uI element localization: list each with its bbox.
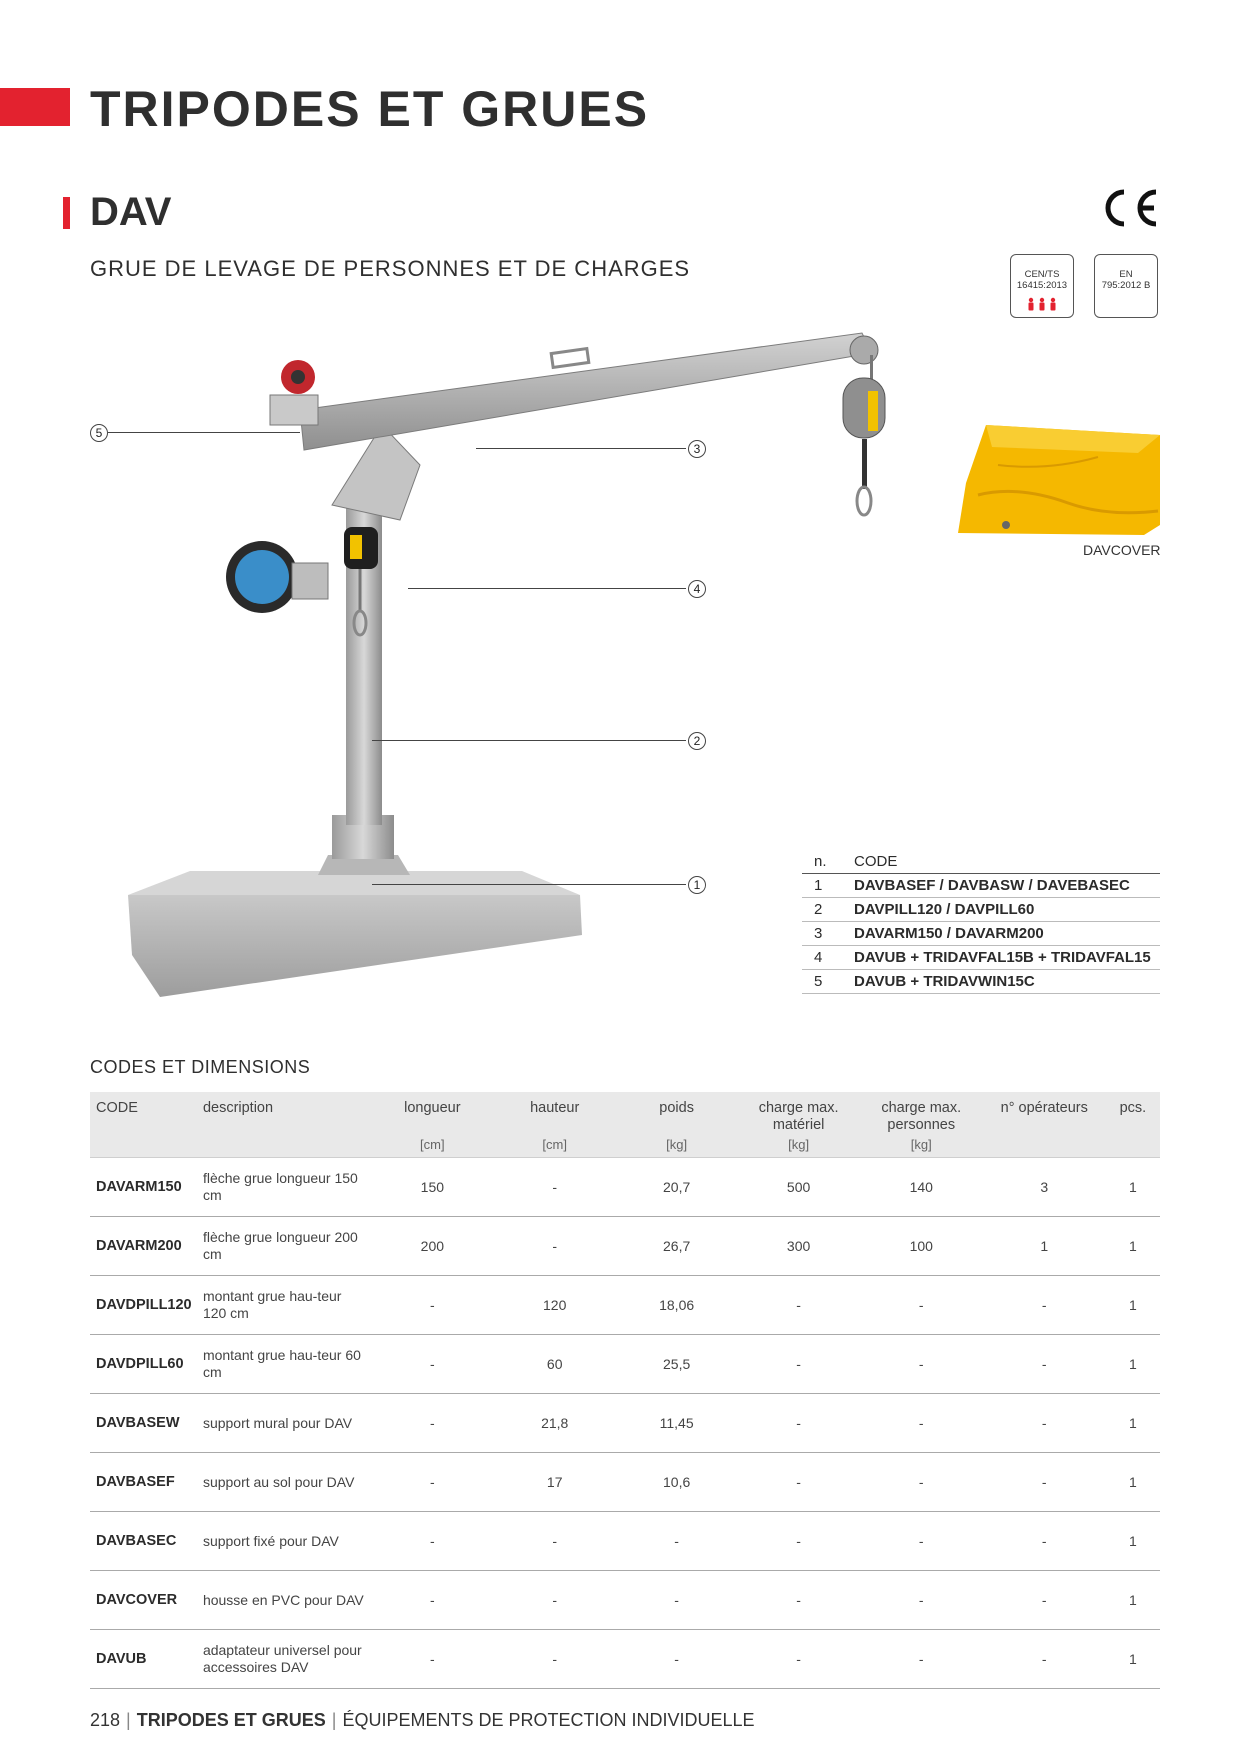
col-poids: poids [616, 1092, 738, 1136]
row-operateurs: 1 [983, 1217, 1106, 1276]
row-operateurs: - [983, 1394, 1106, 1453]
row-poids: - [616, 1571, 738, 1630]
row-charge-materiel: - [737, 1630, 859, 1689]
page-footer [90, 1710, 755, 1731]
footer-section: TRIPODES ET GRUES [136, 1710, 326, 1730]
unit-hauteur: [cm] [494, 1136, 616, 1158]
footer-category: ÉQUIPEMENTS DE PROTECTION INDIVIDUELLE [342, 1710, 755, 1730]
col-operateurs: n° opérateurs [983, 1092, 1106, 1136]
col-pcs: pcs. [1106, 1092, 1160, 1136]
parts-list-row [802, 874, 1160, 898]
row-code: DAVBASEF [90, 1453, 197, 1512]
row-charge-personnes: - [860, 1512, 983, 1571]
cert-badge-line2: 16415:2013 [1016, 280, 1068, 291]
row-description: support au sol pour DAV [197, 1453, 371, 1512]
row-hauteur: 21,8 [494, 1394, 616, 1453]
row-operateurs: - [983, 1453, 1106, 1512]
row-poids: 26,7 [616, 1217, 738, 1276]
row-operateurs: - [983, 1512, 1106, 1571]
parts-list-table [802, 850, 1160, 994]
part-code: DAVPILL120 / DAVPILL60 [842, 898, 1160, 922]
row-charge-personnes: 140 [860, 1158, 983, 1217]
row-pcs: 1 [1106, 1571, 1160, 1630]
row-pcs: 1 [1106, 1158, 1160, 1217]
part-code: DAVUB + TRIDAVWIN15C [842, 970, 1160, 994]
row-description: flèche grue longueur 150 cm [197, 1158, 371, 1217]
codes-dimensions-table [90, 1092, 1160, 1689]
row-code: DAVDPILL60 [90, 1335, 197, 1394]
row-code: DAVDPILL120 [90, 1276, 197, 1335]
cert-badge-cen-ts [1010, 254, 1074, 318]
row-longueur: - [371, 1276, 494, 1335]
callout-4: 4 [688, 580, 706, 598]
unit-empty [983, 1136, 1106, 1158]
row-description: support fixé pour DAV [197, 1512, 371, 1571]
callout-1: 1 [688, 876, 706, 894]
table-row [90, 1630, 1160, 1689]
parts-list-row [802, 946, 1160, 970]
part-number: 4 [802, 946, 842, 970]
davcover-image [958, 425, 1160, 535]
col-code: CODE [90, 1092, 197, 1136]
part-number: 3 [802, 922, 842, 946]
col-hauteur: hauteur [494, 1092, 616, 1136]
row-code: DAVARM200 [90, 1217, 197, 1276]
parts-list-row [802, 970, 1160, 994]
row-operateurs: - [983, 1630, 1106, 1689]
row-charge-personnes: 100 [860, 1217, 983, 1276]
table-row [90, 1158, 1160, 1217]
dav-crane-image [120, 315, 920, 1005]
unit-empty [90, 1136, 197, 1158]
col-description: description [197, 1092, 371, 1136]
section-title: DAV [90, 190, 172, 234]
row-operateurs: - [983, 1335, 1106, 1394]
ce-mark-icon [1098, 186, 1160, 235]
callout-line-2 [372, 740, 686, 741]
row-longueur: 150 [371, 1158, 494, 1217]
callout-line-4 [408, 588, 686, 589]
row-longueur: - [371, 1630, 494, 1689]
table-row [90, 1571, 1160, 1630]
row-description: flèche grue longueur 200 cm [197, 1217, 371, 1276]
row-charge-materiel: - [737, 1276, 859, 1335]
footer-separator: | [126, 1710, 131, 1730]
callout-5: 5 [90, 424, 108, 442]
codes-table-units [90, 1136, 1160, 1158]
concrete-block [128, 895, 582, 997]
row-charge-materiel: - [737, 1394, 859, 1453]
unit-charge-materiel: [kg] [737, 1136, 859, 1158]
row-poids: 18,06 [616, 1276, 738, 1335]
col-charge-personnes: charge max. personnes [860, 1092, 983, 1136]
section-subtitle: GRUE DE LEVAGE DE PERSONNES ET DE CHARGES [90, 256, 691, 281]
row-longueur: - [371, 1453, 494, 1512]
part-number: 1 [802, 874, 842, 898]
parts-header-n: n. [802, 850, 842, 874]
row-hauteur: - [494, 1630, 616, 1689]
row-code: DAVARM150 [90, 1158, 197, 1217]
row-description: housse en PVC pour DAV [197, 1571, 371, 1630]
row-poids: - [616, 1512, 738, 1571]
table-row [90, 1453, 1160, 1512]
part-code: DAVBASEF / DAVBASW / DAVEBASEC [842, 874, 1160, 898]
cert-badge-line1: EN [1119, 269, 1133, 280]
row-description: adaptateur universel pour accessoires DAV [197, 1630, 371, 1689]
row-pcs: 1 [1106, 1453, 1160, 1512]
row-description: support mural pour DAV [197, 1394, 371, 1453]
row-charge-personnes: - [860, 1335, 983, 1394]
row-charge-materiel: - [737, 1335, 859, 1394]
unit-longueur: [cm] [371, 1136, 494, 1158]
row-charge-materiel: - [737, 1512, 859, 1571]
row-charge-personnes: - [860, 1453, 983, 1512]
row-pcs: 1 [1106, 1512, 1160, 1571]
row-pcs: 1 [1106, 1335, 1160, 1394]
row-charge-materiel: 300 [737, 1217, 859, 1276]
row-poids: 10,6 [616, 1453, 738, 1512]
row-pcs: 1 [1106, 1630, 1160, 1689]
part-code: DAVARM150 / DAVARM200 [842, 922, 1160, 946]
row-charge-materiel: - [737, 1571, 859, 1630]
row-pcs: 1 [1106, 1276, 1160, 1335]
part-number: 5 [802, 970, 842, 994]
row-charge-personnes: - [860, 1394, 983, 1453]
row-pcs: 1 [1106, 1394, 1160, 1453]
row-longueur: - [371, 1512, 494, 1571]
row-hauteur: 120 [494, 1276, 616, 1335]
table-row [90, 1335, 1160, 1394]
callout-line-1 [372, 884, 686, 885]
row-hauteur: 17 [494, 1453, 616, 1512]
unit-empty [197, 1136, 371, 1158]
row-hauteur: - [494, 1571, 616, 1630]
section-accent-mark [63, 197, 70, 229]
callout-line-5 [108, 432, 300, 433]
row-poids: 25,5 [616, 1335, 738, 1394]
row-longueur: - [371, 1394, 494, 1453]
table-row [90, 1394, 1160, 1453]
page-number: 218 [90, 1710, 121, 1730]
part-number: 2 [802, 898, 842, 922]
parts-list-row [802, 898, 1160, 922]
cert-badge-en-795 [1094, 254, 1158, 318]
callout-2: 2 [688, 732, 706, 750]
row-hauteur: - [494, 1158, 616, 1217]
unit-empty [1106, 1136, 1160, 1158]
row-charge-personnes: - [860, 1630, 983, 1689]
row-code: DAVUB [90, 1630, 197, 1689]
row-description: montant grue hau-teur 60 cm [197, 1335, 371, 1394]
row-operateurs: - [983, 1571, 1106, 1630]
row-hauteur: - [494, 1217, 616, 1276]
parts-list-header [802, 850, 1160, 874]
row-pcs: 1 [1106, 1217, 1160, 1276]
callout-line-3 [476, 448, 686, 449]
page-title: TRIPODES ET GRUES [90, 81, 650, 137]
table-row [90, 1276, 1160, 1335]
codes-table-title: CODES ET DIMENSIONS [90, 1057, 311, 1077]
row-hauteur: - [494, 1512, 616, 1571]
cert-badge-line2: 795:2012 B [1101, 280, 1151, 291]
row-longueur: 200 [371, 1217, 494, 1276]
callout-3: 3 [688, 440, 706, 458]
unit-charge-personnes: [kg] [860, 1136, 983, 1158]
row-hauteur: 60 [494, 1335, 616, 1394]
unit-poids: [kg] [616, 1136, 738, 1158]
part-code: DAVUB + TRIDAVFAL15B + TRIDAVFAL15 [842, 946, 1160, 970]
three-persons-icon [1011, 297, 1073, 314]
row-code: DAVCOVER [90, 1571, 197, 1630]
row-poids: 20,7 [616, 1158, 738, 1217]
header-accent-bar [0, 88, 70, 126]
row-charge-materiel: 500 [737, 1158, 859, 1217]
row-longueur: - [371, 1571, 494, 1630]
row-longueur: - [371, 1335, 494, 1394]
parts-header-code: CODE [842, 850, 1160, 874]
col-charge-materiel: charge max. matériel [737, 1092, 859, 1136]
davcover-caption: DAVCOVER [1083, 542, 1161, 558]
row-charge-personnes: - [860, 1276, 983, 1335]
parts-list-row [802, 922, 1160, 946]
row-code: DAVBASEC [90, 1512, 197, 1571]
row-poids: - [616, 1630, 738, 1689]
table-row [90, 1217, 1160, 1276]
footer-separator: | [331, 1710, 337, 1730]
table-row [90, 1512, 1160, 1571]
codes-table-header [90, 1092, 1160, 1136]
row-poids: 11,45 [616, 1394, 738, 1453]
col-longueur: longueur [371, 1092, 494, 1136]
codes-table-body [90, 1158, 1160, 1689]
row-code: DAVBASEW [90, 1394, 197, 1453]
row-description: montant grue hau-teur 120 cm [197, 1276, 371, 1335]
cert-badge-line1: CEN/TS [1024, 269, 1060, 280]
row-operateurs: 3 [983, 1158, 1106, 1217]
row-charge-materiel: - [737, 1453, 859, 1512]
row-charge-personnes: - [860, 1571, 983, 1630]
row-operateurs: - [983, 1276, 1106, 1335]
